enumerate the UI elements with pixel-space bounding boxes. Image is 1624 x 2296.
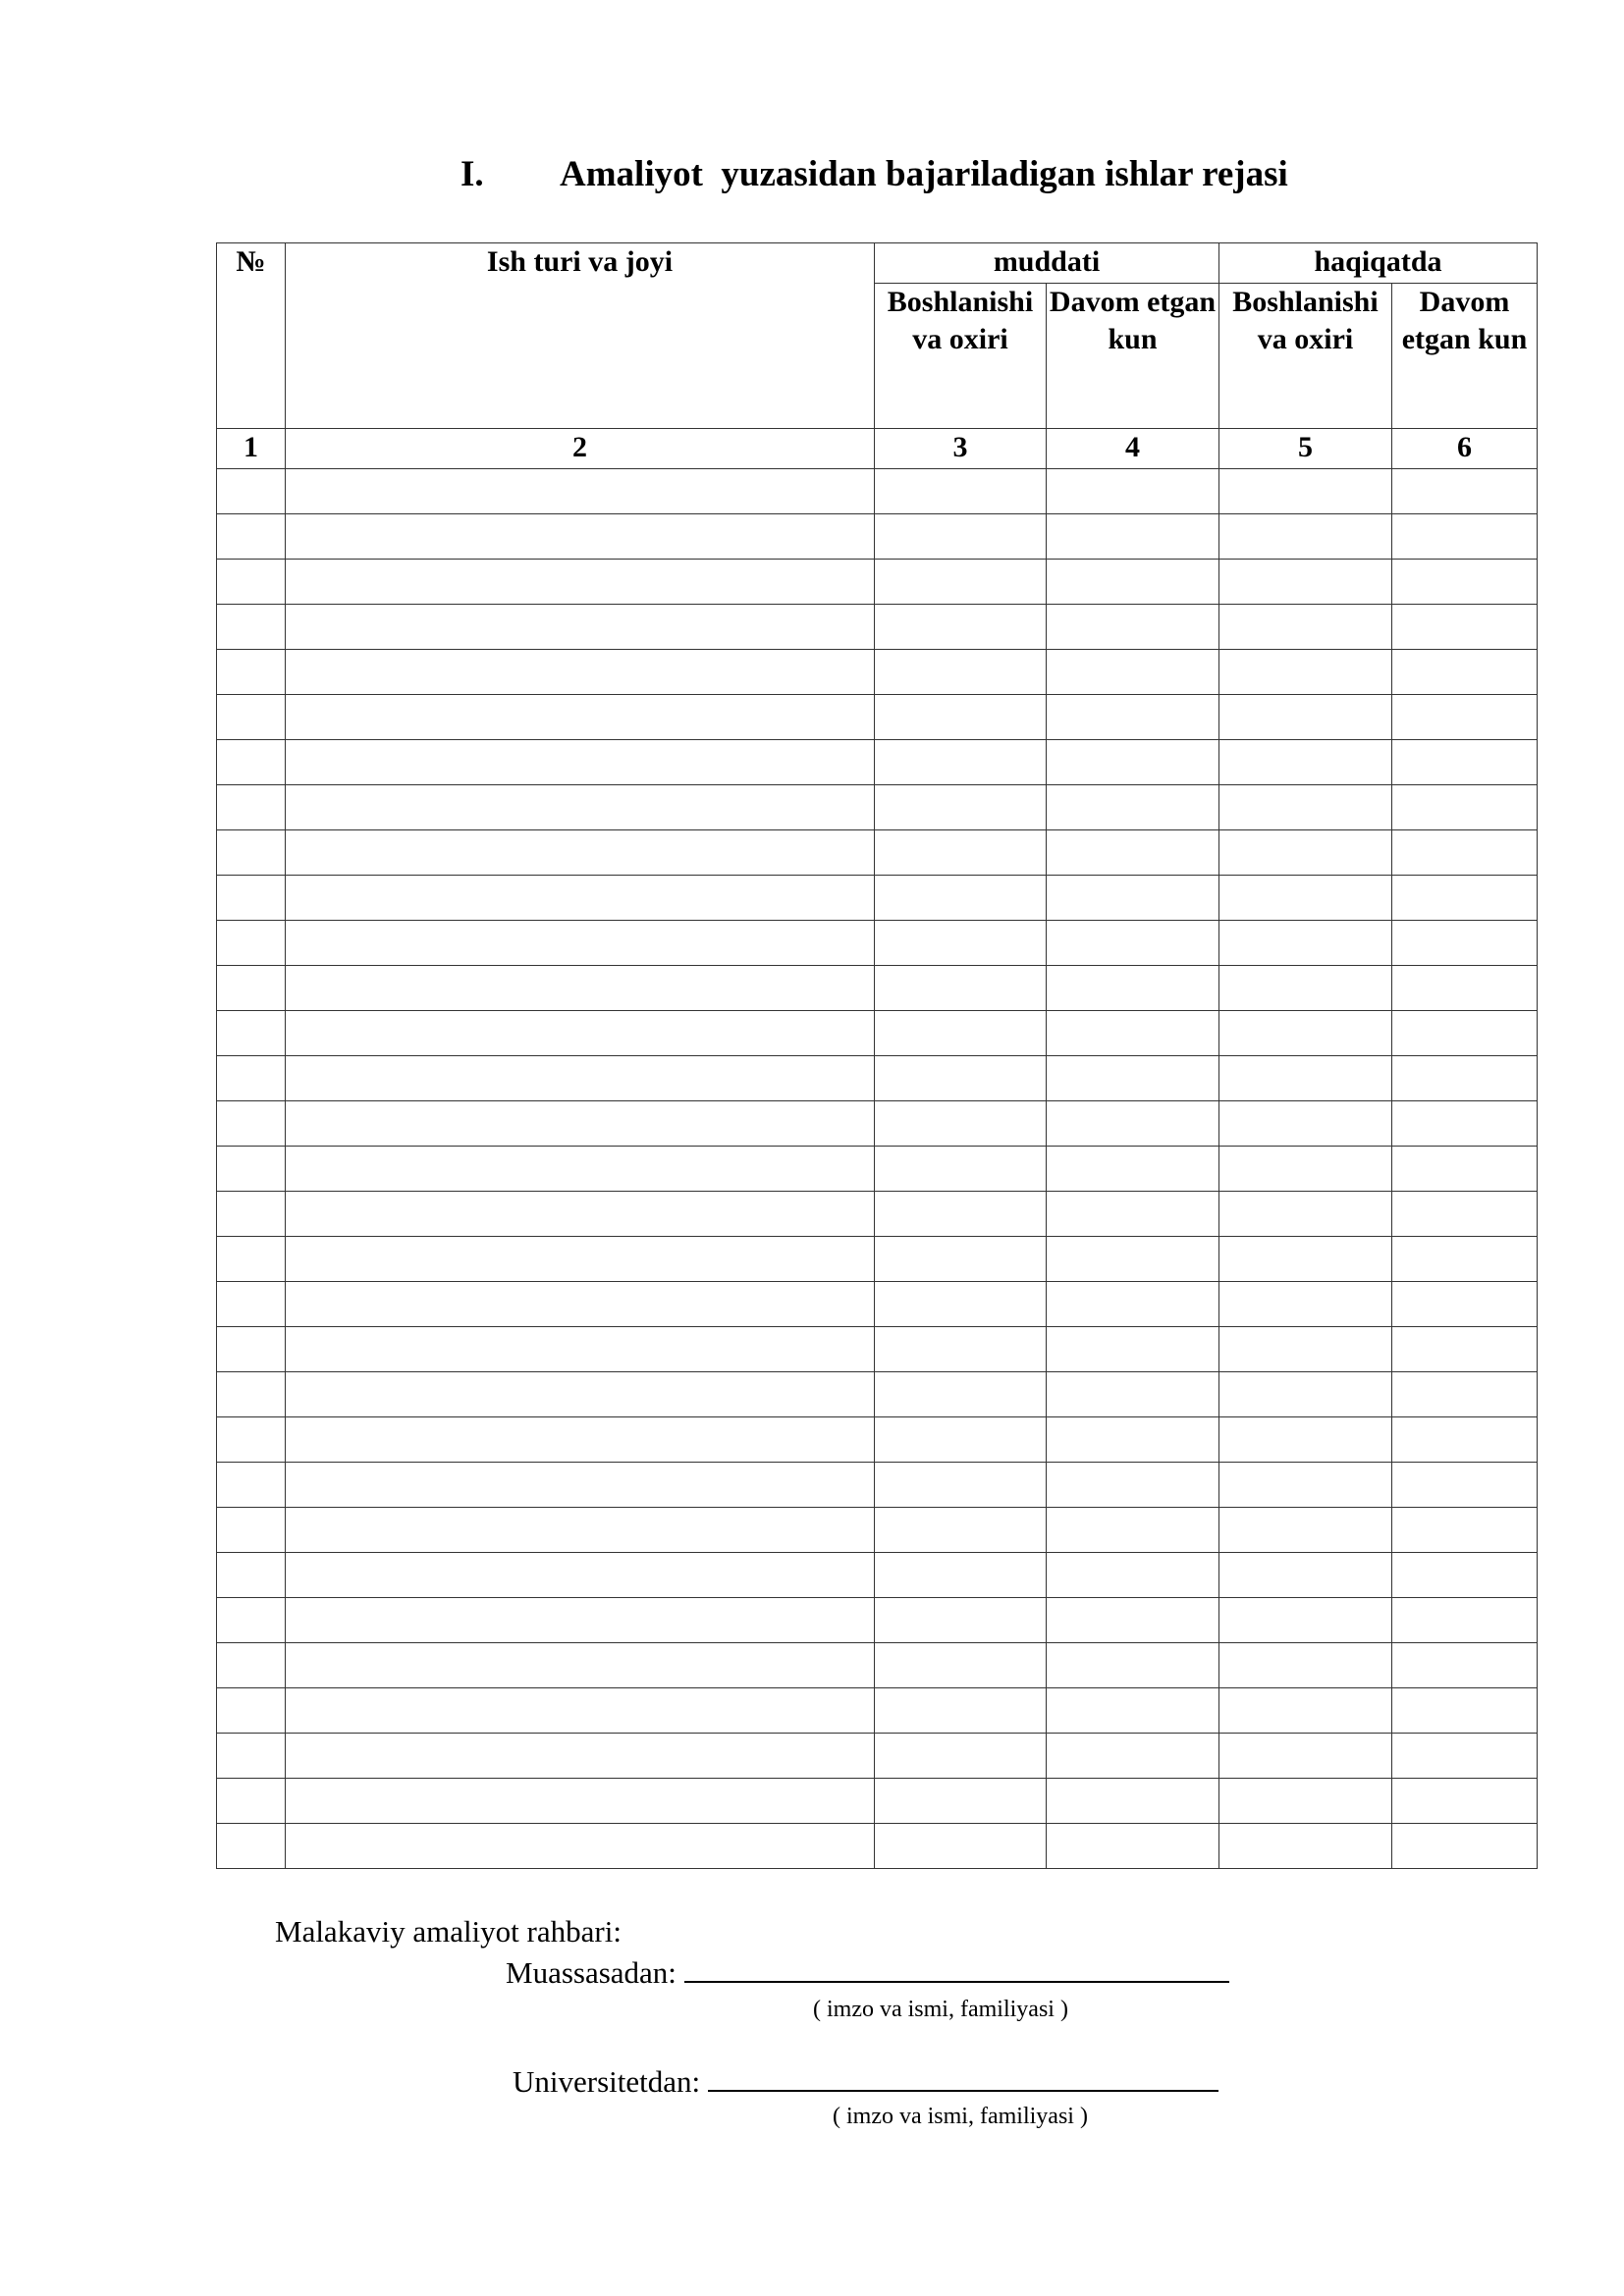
- table-cell[interactable]: [1392, 650, 1538, 695]
- table-row: [217, 1282, 1538, 1327]
- table-row: [217, 1101, 1538, 1147]
- table-cell[interactable]: [1219, 876, 1392, 921]
- table-cell[interactable]: [286, 1056, 875, 1101]
- table-row: [217, 514, 1538, 560]
- table-cell[interactable]: [1392, 1779, 1538, 1824]
- table-cell[interactable]: [1219, 1237, 1392, 1282]
- table-cell[interactable]: [1219, 1463, 1392, 1508]
- table-cell[interactable]: [1047, 1598, 1219, 1643]
- table-cell[interactable]: [1392, 1192, 1538, 1237]
- table-cell[interactable]: [1047, 876, 1219, 921]
- table-cell[interactable]: [1392, 1463, 1538, 1508]
- column-number: 6: [1392, 429, 1538, 469]
- table-cell[interactable]: [1219, 1147, 1392, 1192]
- table-cell[interactable]: [286, 1688, 875, 1734]
- table-row: [217, 695, 1538, 740]
- university-signature-line: [513, 2064, 1218, 2100]
- table-cell[interactable]: [875, 1688, 1047, 1734]
- table-cell[interactable]: [217, 605, 286, 650]
- header-planned: muddati: [875, 243, 1219, 284]
- table-cell[interactable]: [1219, 1372, 1392, 1417]
- table-cell[interactable]: [286, 1824, 875, 1869]
- table-cell[interactable]: [217, 966, 286, 1011]
- table-cell[interactable]: [286, 966, 875, 1011]
- table-cell[interactable]: [1392, 876, 1538, 921]
- header-actual-days: Davom etgan kun: [1392, 284, 1538, 429]
- table-cell[interactable]: [875, 966, 1047, 1011]
- table-cell[interactable]: [217, 1011, 286, 1056]
- table-cell[interactable]: [875, 1372, 1047, 1417]
- table-cell[interactable]: [875, 1643, 1047, 1688]
- table-row: [217, 1147, 1538, 1192]
- table-body: [217, 429, 1538, 1869]
- table-cell[interactable]: [1047, 1643, 1219, 1688]
- table-cell[interactable]: [1047, 1463, 1219, 1508]
- column-number: 3: [875, 429, 1047, 469]
- table-cell[interactable]: [217, 1779, 286, 1824]
- table-cell[interactable]: [1219, 740, 1392, 785]
- table-cell[interactable]: [286, 830, 875, 876]
- table-cell[interactable]: [217, 785, 286, 830]
- table-cell[interactable]: [1047, 1101, 1219, 1147]
- university-label: Universitetdan:: [513, 2064, 701, 2099]
- table-row: [217, 469, 1538, 514]
- table-cell[interactable]: [1392, 1598, 1538, 1643]
- table-cell[interactable]: [1047, 1824, 1219, 1869]
- table-cell[interactable]: [217, 1237, 286, 1282]
- table-cell[interactable]: [875, 1282, 1047, 1327]
- table-cell[interactable]: [1219, 1192, 1392, 1237]
- table-cell[interactable]: [1219, 1688, 1392, 1734]
- table-cell[interactable]: [1392, 1734, 1538, 1779]
- header-planned-days: Davom etgan kun: [1047, 284, 1219, 429]
- table-cell[interactable]: [217, 1598, 286, 1643]
- table-cell[interactable]: [217, 514, 286, 560]
- table-cell[interactable]: [1392, 1824, 1538, 1869]
- table-cell[interactable]: [1219, 1282, 1392, 1327]
- table-row: [217, 876, 1538, 921]
- table-cell[interactable]: [217, 1327, 286, 1372]
- table-cell[interactable]: [1047, 921, 1219, 966]
- table-cell[interactable]: [286, 469, 875, 514]
- table-cell[interactable]: [1392, 605, 1538, 650]
- institution-signature-line: [506, 1955, 1229, 1991]
- table-cell[interactable]: [875, 1779, 1047, 1824]
- table-cell[interactable]: [1219, 1011, 1392, 1056]
- table-cell[interactable]: [217, 876, 286, 921]
- table-cell[interactable]: [1392, 1688, 1538, 1734]
- header-actual: haqiqatda: [1219, 243, 1538, 284]
- header-planned-start-end: Boshlanishi va oxiri: [875, 284, 1047, 429]
- table-row: [217, 1779, 1538, 1824]
- table-cell[interactable]: [1047, 830, 1219, 876]
- table-cell[interactable]: [875, 1056, 1047, 1101]
- table-cell[interactable]: [875, 1327, 1047, 1372]
- table-cell[interactable]: [875, 921, 1047, 966]
- table-cell[interactable]: [1392, 1237, 1538, 1282]
- table-row: [217, 650, 1538, 695]
- table-cell[interactable]: [286, 605, 875, 650]
- table-cell[interactable]: [1047, 1508, 1219, 1553]
- table-cell[interactable]: [217, 1372, 286, 1417]
- table-cell[interactable]: [1392, 695, 1538, 740]
- table-cell[interactable]: [1392, 469, 1538, 514]
- table-cell[interactable]: [875, 1463, 1047, 1508]
- table-cell[interactable]: [286, 1101, 875, 1147]
- table-cell[interactable]: [217, 1282, 286, 1327]
- table-cell[interactable]: [875, 1011, 1047, 1056]
- section-number: I.: [460, 154, 484, 194]
- table-row: [217, 1824, 1538, 1869]
- table-cell[interactable]: [1219, 514, 1392, 560]
- table-row: [217, 1237, 1538, 1282]
- table-cell[interactable]: [875, 876, 1047, 921]
- table-cell[interactable]: [1047, 966, 1219, 1011]
- table-cell[interactable]: [1219, 1598, 1392, 1643]
- table-cell[interactable]: [1219, 695, 1392, 740]
- table-cell[interactable]: [875, 1824, 1047, 1869]
- table-row: [217, 1327, 1538, 1372]
- header-actual-start-end: Boshlanishi va oxiri: [1219, 284, 1392, 429]
- table-row: [217, 1643, 1538, 1688]
- table-row: [217, 966, 1538, 1011]
- table-cell[interactable]: [217, 1417, 286, 1463]
- section-title: Amaliyot yuzasidan bajariladigan ishlar rejasi: [560, 154, 1288, 194]
- table-row: [217, 1463, 1538, 1508]
- table-cell[interactable]: [875, 785, 1047, 830]
- table-cell[interactable]: [1047, 695, 1219, 740]
- table-cell[interactable]: [1219, 1824, 1392, 1869]
- page-title: [0, 153, 1624, 202]
- table-cell[interactable]: [1392, 740, 1538, 785]
- table-cell[interactable]: [875, 560, 1047, 605]
- table-cell[interactable]: [1392, 830, 1538, 876]
- table-cell[interactable]: [875, 1598, 1047, 1643]
- table-cell[interactable]: [286, 1282, 875, 1327]
- table-cell[interactable]: [1047, 605, 1219, 650]
- table-cell[interactable]: [1047, 650, 1219, 695]
- table-cell[interactable]: [217, 1688, 286, 1734]
- table-cell[interactable]: [1392, 1508, 1538, 1553]
- table-cell[interactable]: [286, 1192, 875, 1237]
- supervisor-heading: Malakaviy amaliyot rahbari:: [275, 1914, 622, 1949]
- table-cell[interactable]: [1219, 966, 1392, 1011]
- table-row: [217, 1372, 1538, 1417]
- table-cell[interactable]: [1219, 1508, 1392, 1553]
- table-cell[interactable]: [875, 1237, 1047, 1282]
- table-cell[interactable]: [286, 1417, 875, 1463]
- table-cell[interactable]: [1047, 1192, 1219, 1237]
- table-cell[interactable]: [1219, 921, 1392, 966]
- table-row: [217, 740, 1538, 785]
- table-cell[interactable]: [217, 830, 286, 876]
- table-cell[interactable]: [286, 1643, 875, 1688]
- table-cell[interactable]: [1392, 1372, 1538, 1417]
- table-row: [217, 785, 1538, 830]
- table-cell[interactable]: [217, 921, 286, 966]
- column-number: 1: [217, 429, 286, 469]
- table-cell[interactable]: [217, 1553, 286, 1598]
- table-row: [217, 605, 1538, 650]
- table-cell[interactable]: [1392, 921, 1538, 966]
- table-cell[interactable]: [217, 740, 286, 785]
- table-cell[interactable]: [217, 560, 286, 605]
- table-cell[interactable]: [1392, 1056, 1538, 1101]
- table-cell[interactable]: [286, 1237, 875, 1282]
- table-cell[interactable]: [217, 1192, 286, 1237]
- table-cell[interactable]: [217, 1463, 286, 1508]
- table-cell[interactable]: [875, 740, 1047, 785]
- table-cell[interactable]: [217, 1734, 286, 1779]
- table-cell[interactable]: [217, 1824, 286, 1869]
- column-number: 4: [1047, 429, 1219, 469]
- table-row: [217, 830, 1538, 876]
- table-cell[interactable]: [1392, 1101, 1538, 1147]
- table-row: [217, 1417, 1538, 1463]
- institution-label: Muassasadan:: [506, 1955, 677, 1990]
- table-cell[interactable]: [1219, 1327, 1392, 1372]
- table-cell[interactable]: [1219, 1553, 1392, 1598]
- table-row: [217, 1598, 1538, 1643]
- column-number: 5: [1219, 429, 1392, 469]
- table-cell[interactable]: [286, 785, 875, 830]
- table-cell[interactable]: [1047, 469, 1219, 514]
- table-cell[interactable]: [286, 695, 875, 740]
- table-cell[interactable]: [286, 1372, 875, 1417]
- table-cell[interactable]: [1047, 785, 1219, 830]
- table-cell[interactable]: [286, 1011, 875, 1056]
- table-cell[interactable]: [1047, 1011, 1219, 1056]
- table-cell[interactable]: [875, 1508, 1047, 1553]
- table-cell[interactable]: [1392, 785, 1538, 830]
- table-cell[interactable]: [1392, 1327, 1538, 1372]
- table-cell[interactable]: [286, 740, 875, 785]
- table-cell[interactable]: [286, 650, 875, 695]
- table-cell[interactable]: [286, 1327, 875, 1372]
- table-row: [217, 921, 1538, 966]
- table-cell[interactable]: [286, 1508, 875, 1553]
- table-cell[interactable]: [217, 1101, 286, 1147]
- table-cell[interactable]: [286, 1553, 875, 1598]
- table-cell[interactable]: [217, 695, 286, 740]
- column-number: 2: [286, 429, 875, 469]
- table-cell[interactable]: [1219, 650, 1392, 695]
- table-row: [217, 1553, 1538, 1598]
- table-cell[interactable]: [1392, 1643, 1538, 1688]
- table-cell[interactable]: [1047, 1056, 1219, 1101]
- table-cell[interactable]: [875, 1417, 1047, 1463]
- table-cell[interactable]: [1392, 514, 1538, 560]
- table-cell[interactable]: [286, 1734, 875, 1779]
- table-cell[interactable]: [875, 469, 1047, 514]
- table-cell[interactable]: [217, 1508, 286, 1553]
- work-plan-table: [216, 242, 1538, 1869]
- table-cell[interactable]: [286, 1779, 875, 1824]
- table-cell[interactable]: [1219, 785, 1392, 830]
- table-cell[interactable]: [875, 1101, 1047, 1147]
- table-cell[interactable]: [1219, 1417, 1392, 1463]
- institution-signature-field[interactable]: [684, 1959, 1229, 1983]
- table-cell[interactable]: [1392, 1417, 1538, 1463]
- table-cell[interactable]: [1392, 966, 1538, 1011]
- table-cell[interactable]: [1219, 1056, 1392, 1101]
- table-cell[interactable]: [875, 1192, 1047, 1237]
- table-cell[interactable]: [286, 876, 875, 921]
- table-cell[interactable]: [1219, 1734, 1392, 1779]
- table-cell[interactable]: [217, 1056, 286, 1101]
- header-number: №: [217, 243, 286, 429]
- table-cell[interactable]: [1047, 1779, 1219, 1824]
- table-row: [217, 1508, 1538, 1553]
- university-signature-field[interactable]: [708, 2068, 1218, 2092]
- table-cell[interactable]: [1047, 1417, 1219, 1463]
- table-cell[interactable]: [875, 605, 1047, 650]
- table-cell[interactable]: [217, 1643, 286, 1688]
- table-cell[interactable]: [875, 1147, 1047, 1192]
- table-cell[interactable]: [1047, 560, 1219, 605]
- table-cell[interactable]: [217, 469, 286, 514]
- table-cell[interactable]: [1047, 1372, 1219, 1417]
- table-cell[interactable]: [1219, 830, 1392, 876]
- table-row: [217, 1734, 1538, 1779]
- table-cell[interactable]: [1047, 740, 1219, 785]
- table-cell[interactable]: [1392, 1011, 1538, 1056]
- table-cell[interactable]: [875, 650, 1047, 695]
- table-row: [217, 1688, 1538, 1734]
- table-cell[interactable]: [1047, 1282, 1219, 1327]
- table-row: [217, 1056, 1538, 1101]
- table-cell[interactable]: [286, 1598, 875, 1643]
- table-cell[interactable]: [1392, 1147, 1538, 1192]
- table-cell[interactable]: [1047, 1327, 1219, 1372]
- table-cell[interactable]: [286, 1147, 875, 1192]
- table-cell[interactable]: [1219, 1643, 1392, 1688]
- table-cell[interactable]: [1047, 1688, 1219, 1734]
- table-cell[interactable]: [286, 514, 875, 560]
- table-cell[interactable]: [1219, 605, 1392, 650]
- table-cell[interactable]: [1392, 1553, 1538, 1598]
- table-cell[interactable]: [1047, 1553, 1219, 1598]
- table-cell[interactable]: [1047, 1734, 1219, 1779]
- table-cell[interactable]: [1047, 1237, 1219, 1282]
- table-cell[interactable]: [875, 514, 1047, 560]
- table-cell[interactable]: [1219, 1779, 1392, 1824]
- table-cell[interactable]: [1047, 1147, 1219, 1192]
- university-note: ( imzo va ismi, familiyasi ): [833, 2104, 1088, 2129]
- table-cell[interactable]: [217, 650, 286, 695]
- table-cell[interactable]: [875, 830, 1047, 876]
- column-number-row: [217, 429, 1538, 469]
- institution-note: ( imzo va ismi, familiyasi ): [813, 1997, 1068, 2022]
- table-cell[interactable]: [875, 1553, 1047, 1598]
- table-cell[interactable]: [1392, 560, 1538, 605]
- table-row: [217, 1192, 1538, 1237]
- table-row: [217, 1011, 1538, 1056]
- table-row: [217, 560, 1538, 605]
- header-work-type: Ish turi va joyi: [286, 243, 875, 429]
- table-cell[interactable]: [875, 1734, 1047, 1779]
- table-cell[interactable]: [286, 921, 875, 966]
- table-cell[interactable]: [1219, 560, 1392, 605]
- table-cell[interactable]: [217, 1147, 286, 1192]
- table-cell[interactable]: [1047, 514, 1219, 560]
- table-cell[interactable]: [286, 560, 875, 605]
- table-cell[interactable]: [286, 1463, 875, 1508]
- table-cell[interactable]: [875, 695, 1047, 740]
- table-cell[interactable]: [1219, 469, 1392, 514]
- table-cell[interactable]: [1392, 1282, 1538, 1327]
- table-cell[interactable]: [1219, 1101, 1392, 1147]
